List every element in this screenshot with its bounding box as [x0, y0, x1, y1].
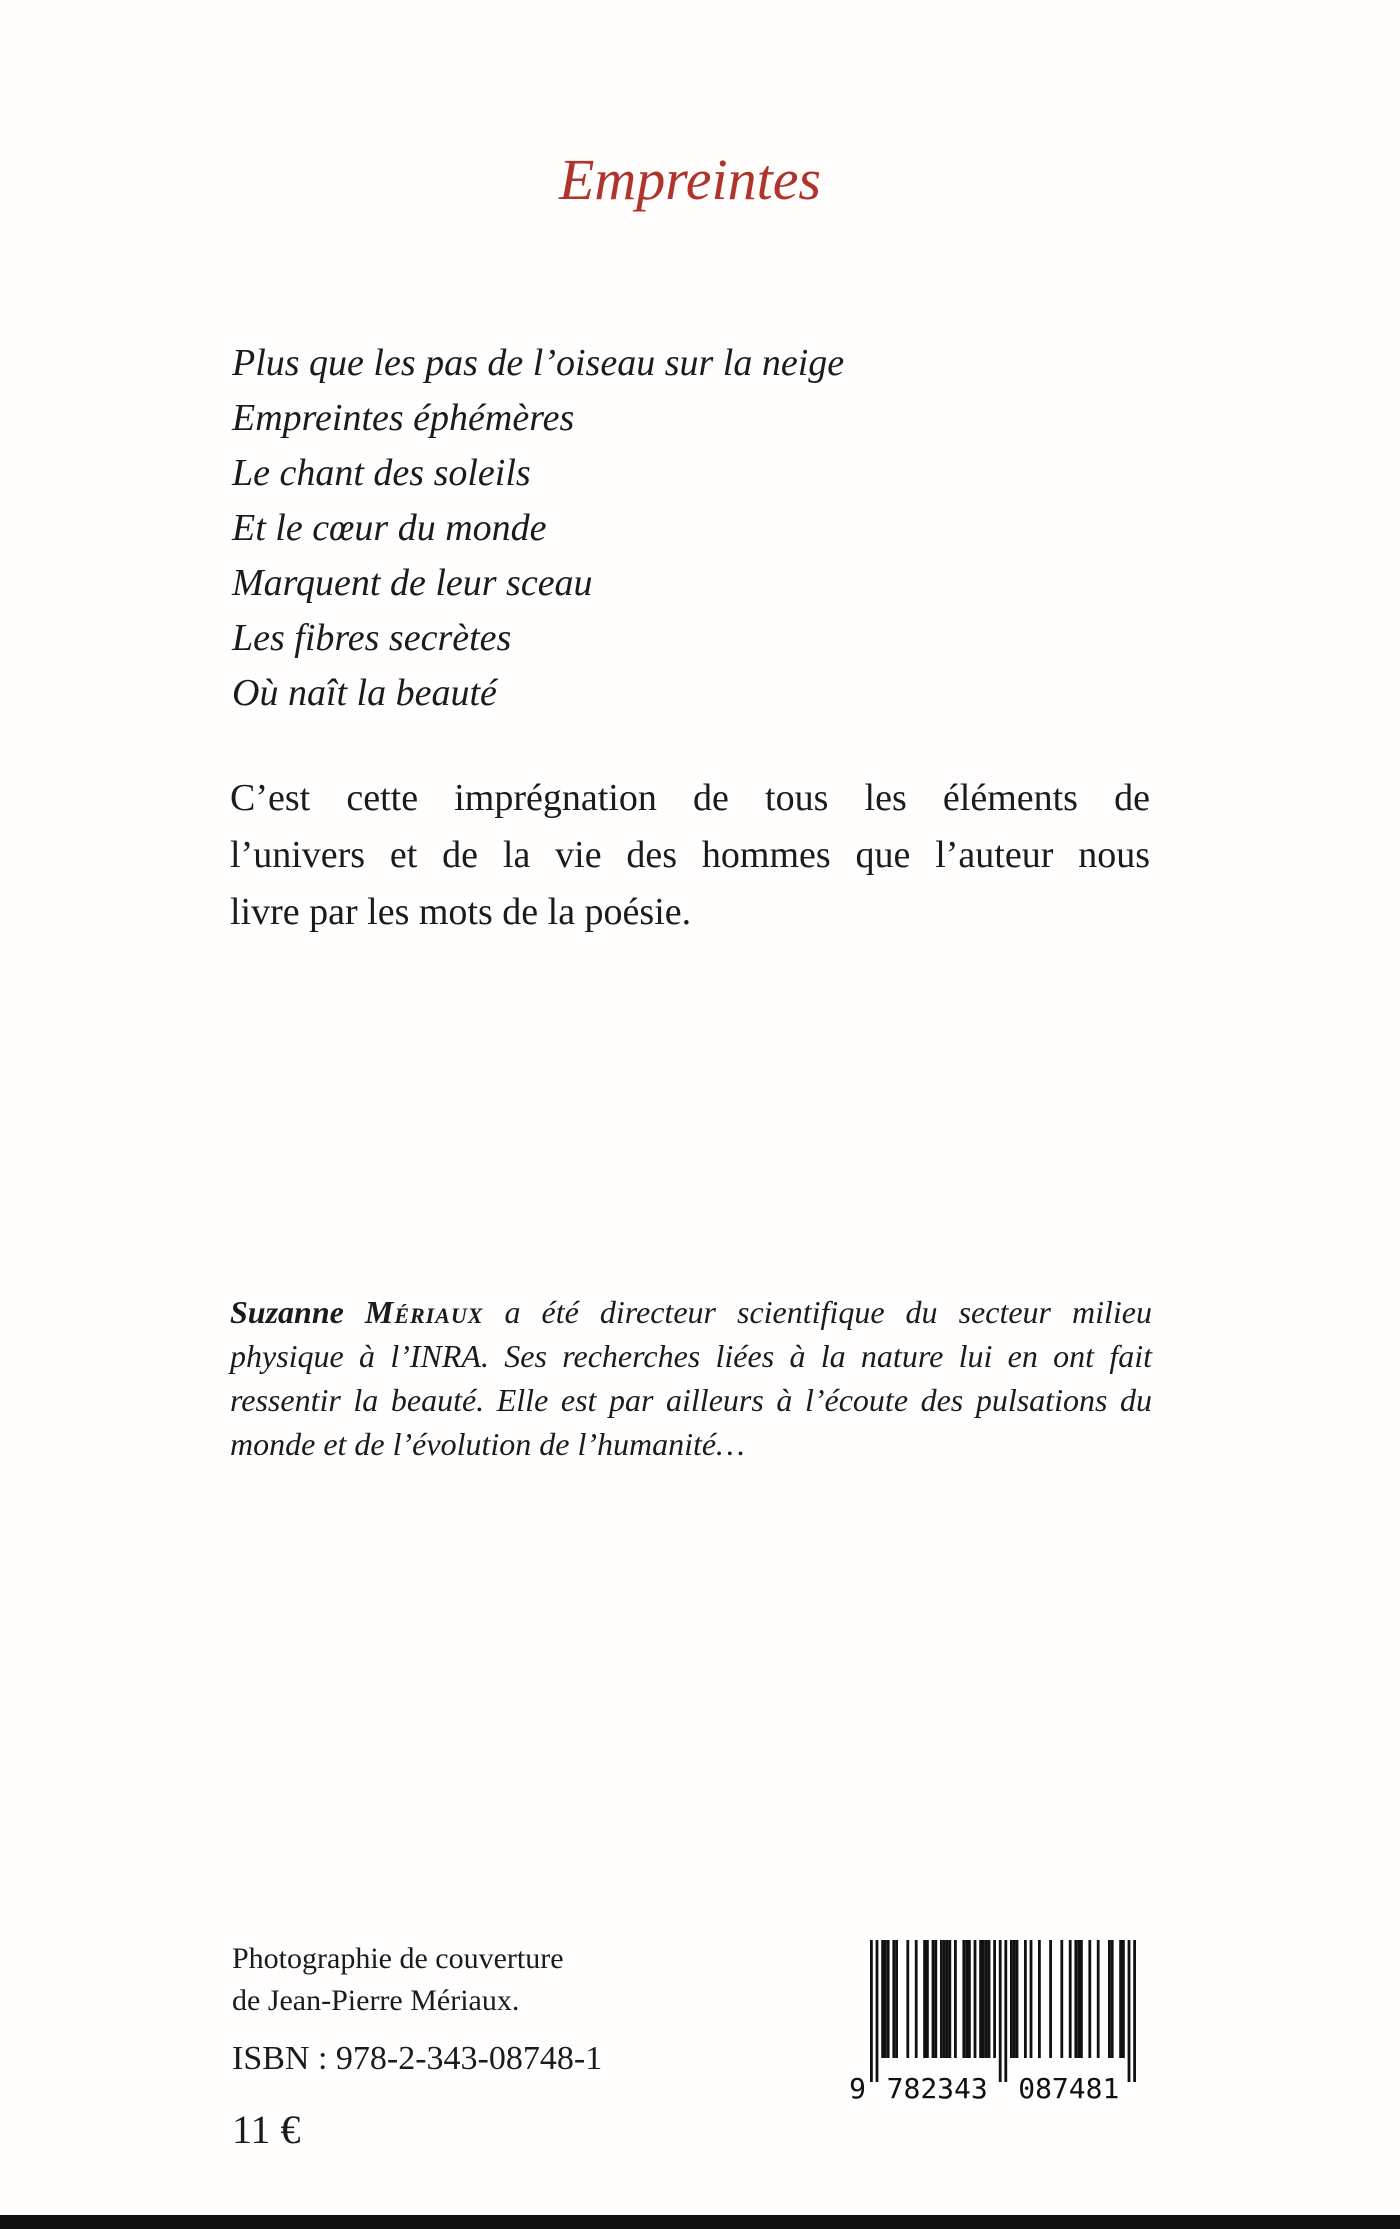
ean13-barcode — [846, 1938, 1146, 2104]
svg-text:087481: 087481 — [1018, 2072, 1120, 2104]
author-last-name: Mériaux — [364, 1294, 484, 1330]
poem-line: Les fibres secrètes — [232, 617, 512, 659]
price-text: 11 € — [232, 2107, 301, 2152]
page-bottom-edge — [0, 2215, 1400, 2229]
photo-credit — [232, 1938, 564, 2022]
blurb-line: l’univers et de la vie des hommes que l’auteur nous — [230, 834, 1150, 876]
poem-line: Marquent de leur sceau — [232, 562, 593, 604]
photo-credit-line: de Jean-Pierre Mériaux. — [232, 1984, 520, 2017]
poem-line: Le chant des soleils — [232, 452, 531, 494]
isbn-text: ISBN : 978-2-343-08748-1 — [232, 2040, 603, 2077]
poem-line: Empreintes éphémères — [232, 397, 575, 439]
blurb-line: C’est cette imprégnation de tous les éléments de — [230, 777, 1150, 819]
blurb-line: livre par les mots de la poésie. — [230, 891, 692, 933]
svg-text:782343: 782343 — [886, 2072, 988, 2104]
author-bio — [230, 1290, 1152, 1466]
poem-line: Où naît la beauté — [232, 672, 497, 714]
blurb-paragraph — [230, 770, 1150, 941]
poem-line: Plus que les pas de l’oiseau sur la neige — [232, 342, 845, 384]
poem — [232, 336, 844, 721]
book-title: Empreintes — [558, 147, 822, 212]
svg-text:9: 9 — [849, 2072, 866, 2104]
photo-credit-line: Photographie de couverture — [232, 1942, 564, 1975]
poem-line: Et le cœur du monde — [232, 507, 547, 549]
author-first-name: Suzanne — [230, 1294, 344, 1330]
author-bio-text: a été directeur scientifique du secteur milieu physique à l’INRA. Ses recherches liées à la nature lui en ont fait ressentir la beauté. Elle est par ailleurs à l’écoute des pulsations du monde et de l’évolution de l’humanité… — [230, 1294, 1153, 1462]
